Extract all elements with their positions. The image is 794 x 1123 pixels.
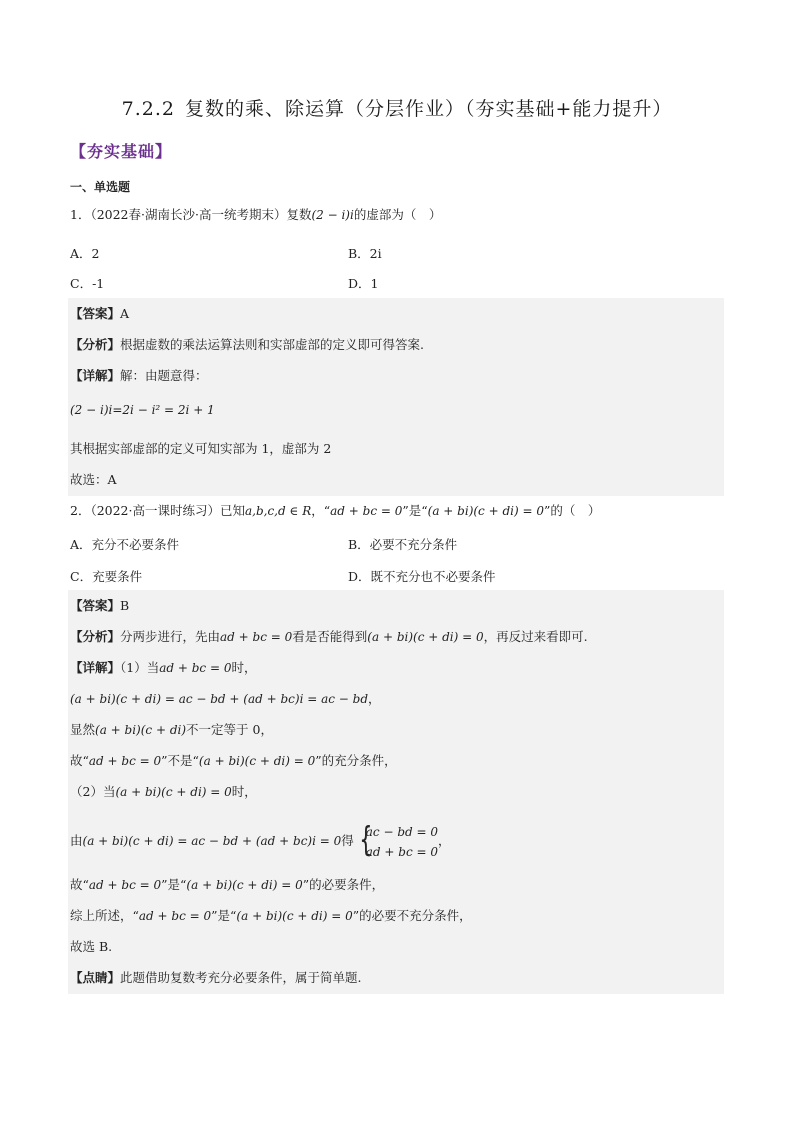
q2-detail-6: [70, 821, 451, 861]
q2-option-b: B．必要不充分条件: [348, 537, 458, 552]
q2-d7-mid: ”是“: [161, 877, 187, 892]
q2-d1-pre: （1）当: [120, 660, 160, 675]
q2-analysis-eq1: ad + bc = 0: [220, 630, 293, 644]
q2-answer-tag: 【答案】: [70, 598, 121, 613]
q2-d6-post: ，: [438, 833, 451, 848]
q2-detail-tag: 【详解】: [70, 660, 121, 675]
title-number: 7.2.2: [121, 98, 175, 120]
q2-comment-tag: 【点睛】: [70, 970, 121, 985]
q2-d6-sys1: ac − bd = 0: [365, 824, 439, 839]
q2-d8-post: ”的必要不充分条件，: [352, 908, 472, 923]
q2-d6-eq: (a + bi)(c + di) = ac − bd + (ad + bc)i = 0: [82, 834, 342, 848]
q2-d4-eq1: ad + bc = 0: [88, 754, 162, 768]
q2-detail-2: [70, 690, 381, 708]
q2-d7-eq1: ad + bc = 0: [88, 878, 162, 892]
q2-stem-eq1: ad + bc = 0: [330, 504, 403, 518]
q2-d4-post: ”的充分条件，: [315, 753, 397, 768]
q2-stem-eq2: (a + bi)(c + di) = 0: [427, 504, 544, 518]
q2-d8-eq1: ad + bc = 0: [138, 909, 212, 923]
title-text: 复数的乘、除运算（分层作业）（夯实基础+能力提升）: [184, 98, 673, 120]
q2-choose: 故选 B.: [70, 939, 113, 954]
q2-detail-4: [70, 752, 397, 770]
q2-answer: [70, 597, 129, 615]
q1-detail-tag: 【详解】: [70, 368, 121, 383]
q1-detail: [70, 367, 208, 385]
q2-d2-eq: (a + bi)(c + di) = ac − bd + (ad + bc)i = ac − bd: [70, 692, 369, 706]
q2-d6-pre: 由: [70, 833, 83, 848]
q1-stem-pre: 1．（2022春·湖南长沙·高一统考期末）复数: [70, 207, 312, 222]
q2-d3-eq: (a + bi)(c + di): [95, 723, 187, 737]
q1-answer: [70, 305, 129, 323]
q2-d7-post: ”的必要条件，: [302, 877, 385, 892]
q2-stem-mid1: ，“: [311, 503, 331, 518]
q2-analysis-tag: 【分析】: [70, 629, 121, 644]
q2-d4-mid: ”不是“: [161, 753, 199, 768]
q2-d7-pre: 故“: [70, 877, 89, 892]
q2-d3-pre: 显然: [70, 722, 96, 737]
q1-option-c: C．-1: [70, 276, 105, 291]
q1-option-d: D．1: [348, 276, 379, 291]
q2-analysis-pre: 分两步进行，先由: [120, 629, 221, 644]
brace-glyph: {: [359, 819, 373, 860]
q2-detail-5: [70, 783, 257, 801]
q2-d3-post: 不一定等于 0，: [186, 722, 273, 737]
q1-conclusion: 其根据实部虚部的定义可知实部为 1，虚部为 2: [70, 441, 332, 456]
q1-choose: 故选：A: [70, 472, 117, 487]
q1-equation: (2 − i)i=2i − i² = 2i + 1: [70, 403, 215, 417]
q2-detail-8: [70, 907, 472, 925]
page-title: [0, 94, 794, 121]
q2-analysis-mid: 看是否能得到: [292, 629, 368, 644]
q2-stem-mid2: ”是“: [402, 503, 428, 518]
q2-d1-eq: ad + bc = 0: [159, 661, 232, 675]
part-heading: 一、单选题: [70, 180, 131, 194]
q2-d5-pre: （2）当: [70, 784, 116, 799]
q2-stem: [70, 502, 600, 520]
q2-answer-value: B: [120, 598, 130, 613]
q2-d8-mid: ”是“: [211, 908, 237, 923]
q2-option-d: D．既不充分也不必要条件: [348, 569, 496, 584]
q2-d2-post: ，: [368, 691, 381, 706]
section-tag: 【夯实基础】: [70, 142, 173, 161]
q2-d8-pre: 综上所述，“: [70, 908, 139, 923]
q2-analysis: [70, 628, 588, 646]
q2-d4-pre: 故“: [70, 753, 89, 768]
q1-solution-block: [68, 298, 724, 496]
q1-stem: [70, 206, 441, 224]
q2-detail-7: [70, 876, 384, 894]
q2-d4-eq2: (a + bi)(c + di) = 0: [198, 754, 316, 768]
q1-answer-tag: 【答案】: [70, 306, 121, 321]
q2-d5-eq: (a + bi)(c + di) = 0: [115, 785, 232, 799]
q1-option-a: A．2: [70, 246, 100, 261]
q2-detail-3: [70, 721, 273, 739]
q2-analysis-post: ，再反过来看即可.: [483, 629, 588, 644]
q2-comment: [70, 969, 362, 987]
q2-d7-eq2: (a + bi)(c + di) = 0: [186, 878, 303, 892]
q2-d8-eq2: (a + bi)(c + di) = 0: [236, 909, 353, 923]
equation-system: [356, 819, 439, 862]
q2-d5-post: 时，: [231, 784, 257, 799]
q1-analysis-tag: 【分析】: [70, 337, 121, 352]
q1-answer-value: A: [120, 306, 130, 321]
q1-analysis: [70, 336, 424, 354]
q1-analysis-text: 根据虚数的乘法运算法则和实部虚部的定义即可得答案.: [120, 337, 424, 352]
q2-stem-post: ”的（ ）: [543, 503, 601, 518]
q2-option-a: A．充分不必要条件: [70, 537, 180, 552]
q1-detail-text: 解：由题意得：: [120, 368, 208, 383]
q2-d6-sys2: ad + bc = 0: [365, 844, 439, 859]
q2-analysis-eq2: (a + bi)(c + di) = 0: [367, 630, 484, 644]
q2-stem-vars: a,b,c,d ∈ R: [245, 504, 312, 518]
q2-d1-post: 时，: [231, 660, 257, 675]
q1-stem-math: (2 − i)i: [311, 208, 354, 222]
q2-detail-1: [70, 659, 256, 677]
q1-option-b: B．2i: [348, 246, 382, 261]
q2-stem-pre: 2．（2022·高一课时练习）已知: [70, 503, 245, 518]
q2-comment-text: 此题借助复数考充分必要条件，属于简单题.: [120, 970, 362, 985]
q2-d6-mid: 得: [341, 833, 354, 848]
q1-stem-post: 的虚部为（ ）: [353, 207, 442, 222]
q2-option-c: C．充要条件: [70, 569, 143, 584]
